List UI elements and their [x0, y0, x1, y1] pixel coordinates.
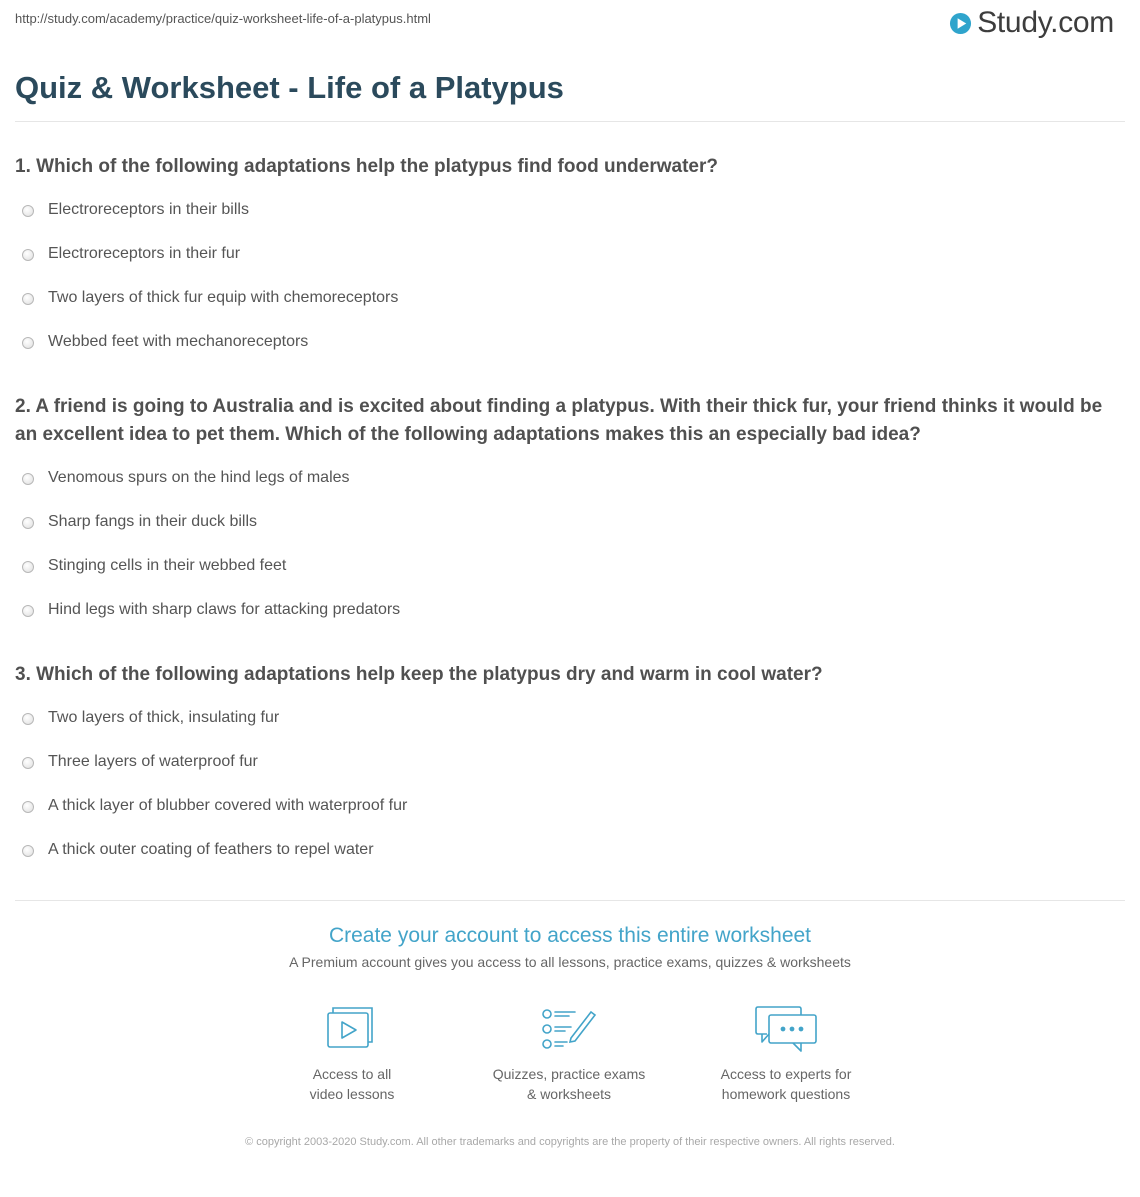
question-2-options: [22, 469, 400, 645]
chat-bubbles-icon: [753, 1004, 819, 1054]
answer-label: Stinging cells in their webbed feet: [48, 557, 287, 574]
radio-icon[interactable]: [22, 337, 34, 349]
question-2-text: 2. A friend is going to Australia and is excited about finding a platypus. With their thick fur, your friend thinks it would be an excellent idea to pet them. Which of the following adaptations makes this an especially bad idea?: [15, 396, 1103, 445]
answer-option[interactable]: [22, 557, 400, 601]
answer-option[interactable]: [22, 513, 400, 557]
answer-option[interactable]: [22, 245, 398, 289]
quiz-checklist-icon: [539, 1004, 599, 1054]
radio-icon[interactable]: [22, 713, 34, 725]
feature-experts: [696, 1004, 876, 1104]
page-title: Quiz & Worksheet - Life of a Platypus: [15, 70, 564, 105]
feature-label-line1: Access to experts for: [720, 1066, 852, 1082]
answer-option[interactable]: [22, 841, 407, 885]
question-3-text: 3. Which of the following adaptations help keep the platypus dry and warm in cool water?: [15, 664, 823, 685]
page-url: http://study.com/academy/practice/quiz-worksheet-life-of-a-platypus.html: [15, 11, 431, 26]
radio-icon[interactable]: [22, 205, 34, 217]
answer-label: Electroreceptors in their fur: [48, 245, 241, 262]
divider: [15, 121, 1125, 122]
answer-label: A thick layer of blubber covered with waterproof fur: [48, 797, 408, 814]
feature-label-line2: & worksheets: [526, 1086, 612, 1102]
answer-label: Two layers of thick, insulating fur: [48, 709, 280, 726]
answer-option[interactable]: [22, 333, 398, 377]
radio-icon[interactable]: [22, 517, 34, 529]
cta-heading[interactable]: Create your account to access this entire worksheet: [328, 924, 812, 947]
feature-quizzes: [479, 1004, 659, 1104]
answer-label: Webbed feet with mechanoreceptors: [48, 333, 309, 350]
answer-option[interactable]: [22, 753, 407, 797]
answer-label: Sharp fangs in their duck bills: [48, 513, 257, 530]
radio-icon[interactable]: [22, 757, 34, 769]
question-1-text: 1. Which of the following adaptations help the platypus find food underwater?: [15, 156, 718, 177]
answer-label: Electroreceptors in their bills: [48, 201, 249, 218]
answer-option[interactable]: [22, 289, 398, 333]
answer-label: A thick outer coating of feathers to repel water: [48, 841, 374, 858]
answer-option[interactable]: [22, 601, 400, 645]
feature-video-lessons: [262, 1004, 442, 1104]
answer-option[interactable]: [22, 469, 400, 513]
radio-icon[interactable]: [22, 249, 34, 261]
feature-label-line2: homework questions: [721, 1086, 851, 1102]
answer-option[interactable]: [22, 709, 407, 753]
logo-text: Study.com: [977, 6, 1114, 39]
answer-label: Hind legs with sharp claws for attacking predators: [48, 601, 401, 618]
answer-label: Three layers of waterproof fur: [48, 753, 258, 770]
radio-icon[interactable]: [22, 801, 34, 813]
question-3-options: [22, 709, 407, 885]
radio-icon[interactable]: [22, 845, 34, 857]
study-logo[interactable]: [949, 6, 1114, 40]
answer-option[interactable]: [22, 201, 398, 245]
divider: [15, 900, 1125, 901]
radio-icon[interactable]: [22, 473, 34, 485]
radio-icon[interactable]: [22, 605, 34, 617]
video-icon: [322, 1004, 382, 1054]
feature-label-line1: Access to all: [312, 1066, 392, 1082]
feature-label-line1: Quizzes, practice exams: [492, 1066, 646, 1082]
cta-subheading: A Premium account gives you access to all lessons, practice exams, quizzes & worksheets: [289, 954, 851, 970]
copyright-footer: © copyright 2003-2020 Study.com. All other trademarks and copyrights are the property of their respective owners. All rights reserved.: [245, 1136, 895, 1148]
answer-option[interactable]: [22, 797, 407, 841]
answer-label: Two layers of thick fur equip with chemoreceptors: [48, 289, 399, 306]
radio-icon[interactable]: [22, 561, 34, 573]
play-logo-icon: [949, 12, 972, 35]
question-1-options: [22, 201, 398, 377]
feature-label-line2: video lessons: [309, 1086, 395, 1102]
answer-label: Venomous spurs on the hind legs of males: [48, 469, 350, 486]
radio-icon[interactable]: [22, 293, 34, 305]
